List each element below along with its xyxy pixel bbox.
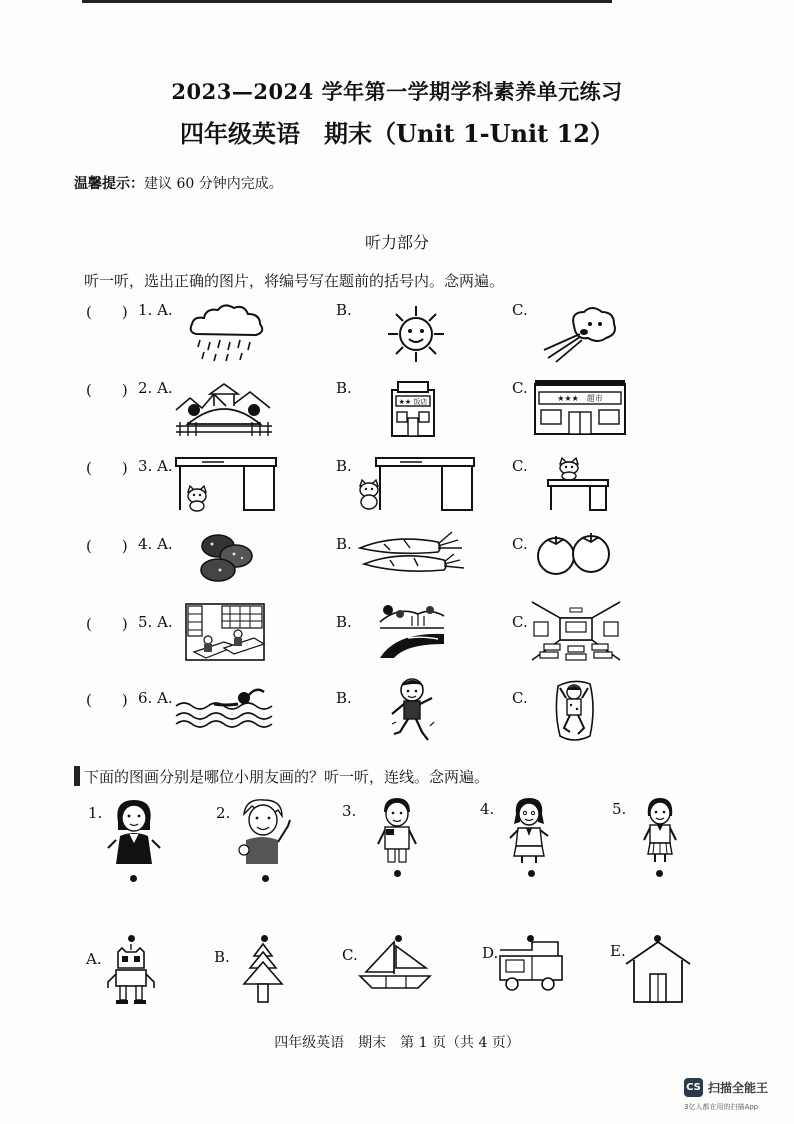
kid-number-1: 1. — [88, 804, 103, 822]
kid-number-2: 2. — [216, 804, 231, 822]
option-c-label: C. — [512, 689, 528, 707]
kid-2-boy-icon[interactable] — [232, 796, 294, 868]
wind-icon[interactable] — [540, 302, 620, 364]
page-title: 2023—2024 学年第一学期学科素养单元练习 — [171, 79, 623, 104]
park-pavilion-icon[interactable] — [174, 380, 274, 438]
desk-cat-under-icon[interactable] — [356, 456, 476, 512]
part2-instruction: 下面的图画分别是哪位小朋友画的？听一听，连线。念两遍。 — [84, 768, 490, 786]
drawing-c-label: C. — [342, 946, 358, 964]
answer-bracket-1[interactable]: ( ) — [86, 303, 128, 321]
kid-4-girl-icon[interactable] — [504, 796, 554, 864]
river-park-icon[interactable] — [378, 602, 446, 660]
kid-3-boy-icon[interactable] — [372, 796, 422, 864]
option-c-label: C. — [512, 535, 528, 553]
section-title: 听力部分 — [364, 233, 429, 252]
option-c-label: C. — [512, 379, 528, 397]
option-b-label: B. — [336, 535, 352, 553]
option-c-label: C. — [512, 301, 528, 319]
tip-text: 建议 60 分钟内完成。 — [144, 176, 283, 192]
answer-bracket-5[interactable]: ( ) — [86, 615, 128, 633]
top-border-line — [82, 0, 612, 3]
hotel-sign: ★★ 饭店 — [398, 398, 428, 406]
camscanner-logo-icon: CS — [684, 1078, 703, 1097]
kid-1-dot[interactable] — [130, 875, 137, 882]
drawing-b-dot[interactable] — [261, 935, 268, 942]
library-icon[interactable] — [184, 602, 266, 662]
option-b-label: B. — [336, 613, 352, 631]
skating-icon[interactable] — [552, 678, 598, 744]
swimming-icon[interactable] — [174, 684, 274, 728]
kid-2-dot[interactable] — [262, 875, 269, 882]
option-b-label: B. — [336, 379, 352, 397]
camscanner-name: 扫描全能王 — [708, 1081, 769, 1095]
tip-line — [74, 173, 283, 193]
desk-cat-beside-icon[interactable] — [174, 456, 278, 512]
drawing-b-label: B. — [214, 948, 230, 966]
question-2-label: 2. A. — [138, 379, 173, 397]
tree-icon[interactable] — [240, 942, 286, 1004]
desk-cat-on-icon[interactable] — [546, 456, 610, 512]
sailboat-icon[interactable] — [356, 940, 434, 990]
kid-number-3: 3. — [342, 802, 357, 820]
answer-bracket-4[interactable]: ( ) — [86, 537, 128, 555]
kid-number-4: 4. — [480, 800, 495, 818]
supermarket-building-icon[interactable] — [533, 378, 627, 436]
option-c-label: C. — [512, 457, 528, 475]
kid-1-girl-icon[interactable] — [106, 796, 162, 870]
hotel-building-icon[interactable] — [390, 380, 436, 438]
kid-5-dot[interactable] — [656, 870, 663, 877]
option-b-label: B. — [336, 689, 352, 707]
drawing-a-label: A. — [86, 950, 102, 968]
tomatoes-icon[interactable] — [536, 528, 612, 578]
drawing-e-label: E. — [610, 942, 626, 960]
question-1-label: 1. A. — [138, 301, 173, 319]
potatoes-icon[interactable] — [196, 530, 256, 586]
camscanner-watermark — [684, 1078, 768, 1097]
rain-cloud-icon[interactable] — [186, 302, 266, 364]
kid-4-dot[interactable] — [528, 870, 535, 877]
kid-3-dot[interactable] — [394, 870, 401, 877]
answer-bracket-3[interactable]: ( ) — [86, 459, 128, 477]
drawing-d-label: D. — [482, 944, 499, 962]
question-4-label: 4. A. — [138, 535, 173, 553]
answer-bracket-2[interactable]: ( ) — [86, 381, 128, 399]
margin-mark — [74, 766, 80, 786]
camscanner-tagline: 3亿人都在用的扫描App — [684, 1103, 759, 1111]
option-c-label: C. — [512, 613, 528, 631]
question-3-label: 3. A. — [138, 457, 173, 475]
truck-icon[interactable] — [498, 940, 564, 992]
kid-number-5: 5. — [612, 800, 627, 818]
question-6-label: 6. A. — [138, 689, 173, 707]
tip-label: 温馨提示： — [74, 176, 144, 192]
drawing-a-dot[interactable] — [128, 935, 135, 942]
option-b-label: B. — [336, 301, 352, 319]
robot-icon[interactable] — [106, 944, 156, 1006]
page-footer: 四年级英语 期末 第 1 页（共 4 页） — [274, 1035, 520, 1051]
house-icon[interactable] — [624, 940, 692, 1004]
page-subtitle: 四年级英语 期末（Unit 1-Unit 12） — [180, 119, 614, 148]
question-5-label: 5. A. — [138, 613, 173, 631]
part1-instruction: 听一听，选出正确的图片，将编号写在题前的括号内。念两遍。 — [84, 272, 505, 290]
carrots-icon[interactable] — [354, 526, 466, 576]
classroom-icon[interactable] — [530, 600, 622, 662]
sun-icon[interactable] — [386, 304, 446, 364]
answer-bracket-6[interactable]: ( ) — [86, 691, 128, 709]
kid-5-girl-icon[interactable] — [638, 796, 682, 864]
running-icon[interactable] — [386, 676, 440, 746]
supermarket-sign: ★★★ 超市 — [557, 394, 603, 403]
option-b-label: B. — [336, 457, 352, 475]
